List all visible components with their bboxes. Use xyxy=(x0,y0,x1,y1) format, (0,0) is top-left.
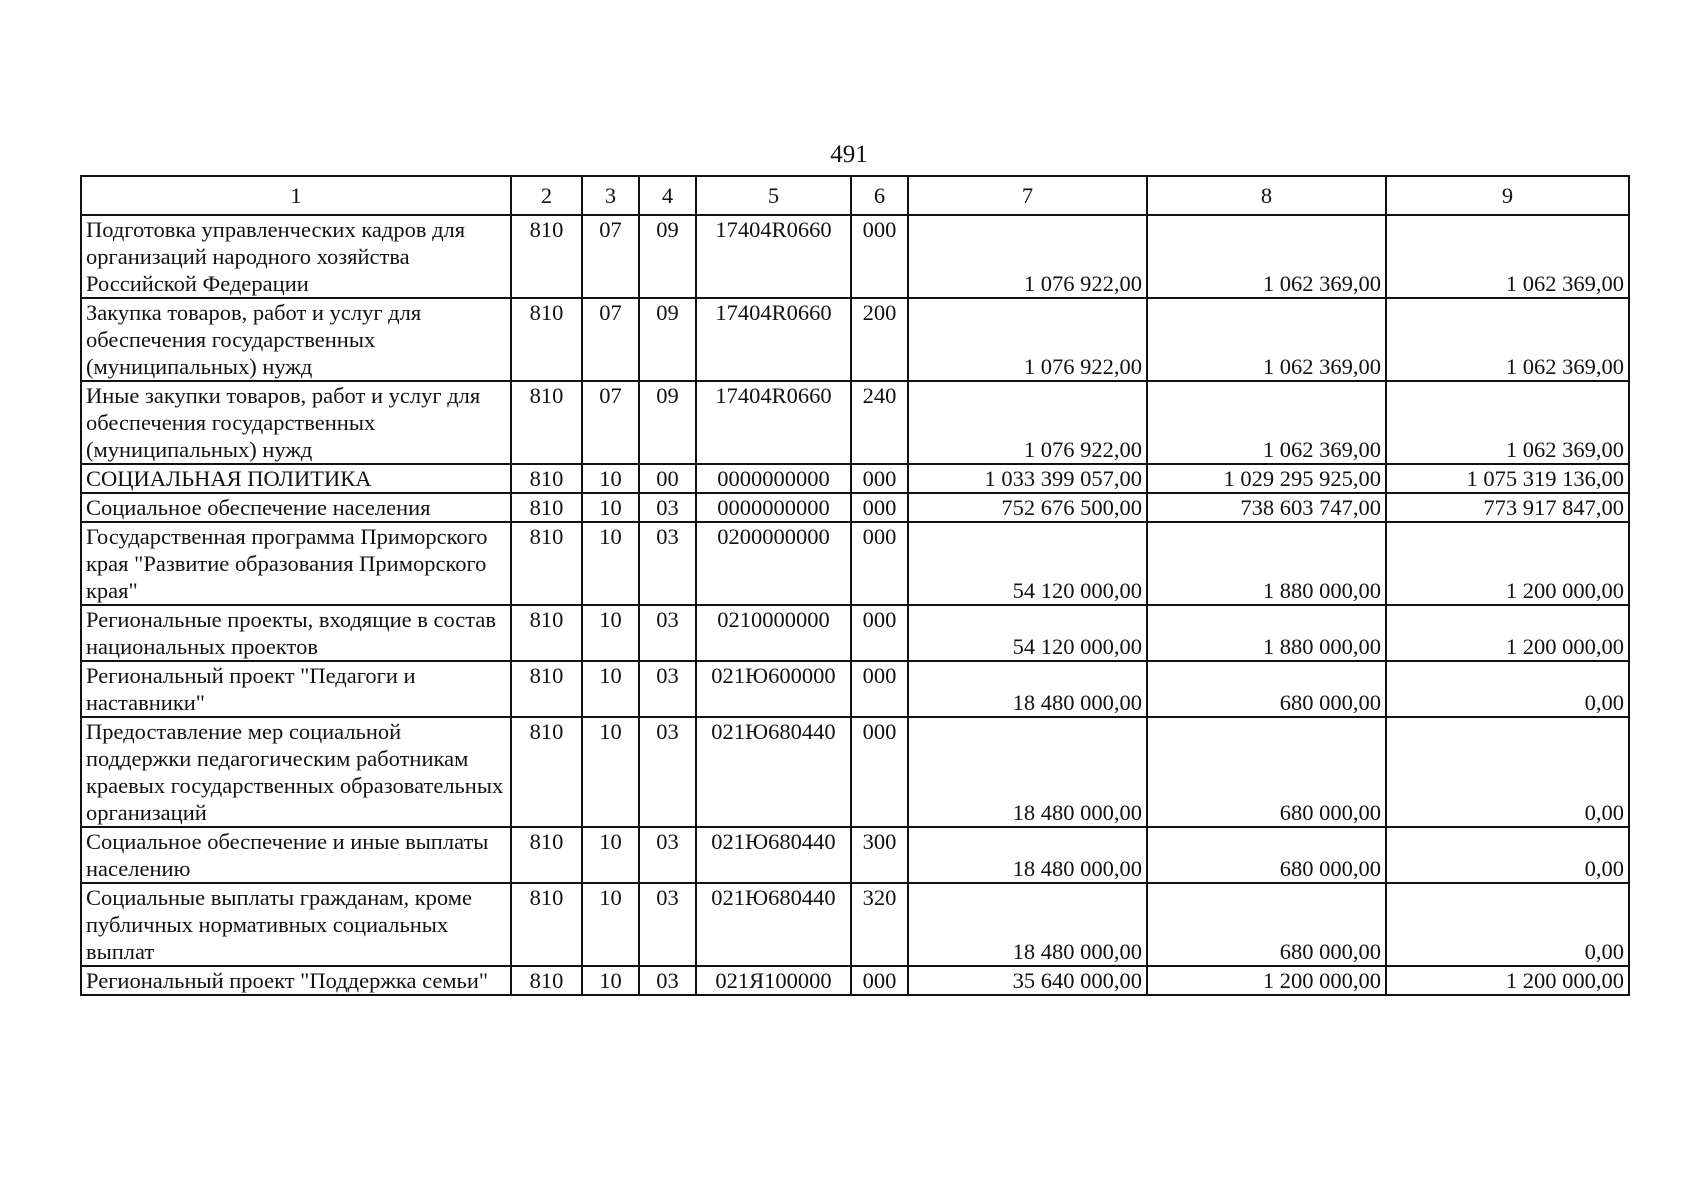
row-name-cell: Социальные выплаты гражданам, кроме публичных нормативных социальных выплат xyxy=(81,883,511,966)
section-code-cell: 10 xyxy=(582,827,639,883)
expense-type-cell: 300 xyxy=(851,827,908,883)
expense-type-cell: 000 xyxy=(851,605,908,661)
amount-cell-col8: 1 062 369,00 xyxy=(1147,381,1386,464)
section-code-cell: 10 xyxy=(582,522,639,605)
amount-cell-col8: 1 200 000,00 xyxy=(1147,966,1386,995)
table-row xyxy=(81,381,1629,464)
expense-type-cell: 320 xyxy=(851,883,908,966)
row-name-cell: Закупка товаров, работ и услуг для обеспечения государственных (муниципальных) нужд xyxy=(81,298,511,381)
column-header: 1 xyxy=(81,176,511,215)
amount-cell-col8: 680 000,00 xyxy=(1147,827,1386,883)
amount-cell-col8: 1 029 295 925,00 xyxy=(1147,464,1386,493)
expense-type-cell: 000 xyxy=(851,493,908,522)
column-header: 9 xyxy=(1386,176,1629,215)
amount-cell-col9: 1 200 000,00 xyxy=(1386,522,1629,605)
amount-cell-col7: 54 120 000,00 xyxy=(908,522,1147,605)
gr-code-cell: 810 xyxy=(511,215,582,298)
target-article-cell: 0000000000 xyxy=(696,464,851,493)
section-code-cell: 10 xyxy=(582,605,639,661)
section-code-cell: 10 xyxy=(582,717,639,827)
gr-code-cell: 810 xyxy=(511,298,582,381)
amount-cell-col9: 0,00 xyxy=(1386,827,1629,883)
gr-code-cell: 810 xyxy=(511,883,582,966)
subsection-code-cell: 03 xyxy=(639,966,696,995)
table-row xyxy=(81,493,1629,522)
gr-code-cell: 810 xyxy=(511,827,582,883)
table-row xyxy=(81,605,1629,661)
row-name-cell: Региональные проекты, входящие в состав национальных проектов xyxy=(81,605,511,661)
gr-code-cell: 810 xyxy=(511,717,582,827)
expense-type-cell: 000 xyxy=(851,464,908,493)
target-article-cell: 0000000000 xyxy=(696,493,851,522)
target-article-cell: 0210000000 xyxy=(696,605,851,661)
table-body xyxy=(81,215,1629,995)
section-code-cell: 10 xyxy=(582,966,639,995)
amount-cell-col9: 1 062 369,00 xyxy=(1386,215,1629,298)
row-name-cell: Региональный проект "Поддержка семьи" xyxy=(81,966,511,995)
expense-type-cell: 000 xyxy=(851,661,908,717)
amount-cell-col8: 680 000,00 xyxy=(1147,883,1386,966)
subsection-code-cell: 03 xyxy=(639,605,696,661)
amount-cell-col9: 1 062 369,00 xyxy=(1386,381,1629,464)
amount-cell-col7: 752 676 500,00 xyxy=(908,493,1147,522)
subsection-code-cell: 09 xyxy=(639,298,696,381)
amount-cell-col7: 1 033 399 057,00 xyxy=(908,464,1147,493)
amount-cell-col7: 1 076 922,00 xyxy=(908,298,1147,381)
target-article-cell: 0200000000 xyxy=(696,522,851,605)
budget-table xyxy=(80,175,1630,996)
target-article-cell: 17404R0660 xyxy=(696,381,851,464)
amount-cell-col7: 18 480 000,00 xyxy=(908,883,1147,966)
amount-cell-col9: 0,00 xyxy=(1386,661,1629,717)
row-name-cell: Иные закупки товаров, работ и услуг для обеспечения государственных (муниципальных) нужд xyxy=(81,381,511,464)
amount-cell-col8: 1 880 000,00 xyxy=(1147,522,1386,605)
subsection-code-cell: 03 xyxy=(639,522,696,605)
column-header: 7 xyxy=(908,176,1147,215)
section-code-cell: 10 xyxy=(582,661,639,717)
section-code-cell: 10 xyxy=(582,464,639,493)
expense-type-cell: 000 xyxy=(851,215,908,298)
subsection-code-cell: 03 xyxy=(639,717,696,827)
amount-cell-col7: 35 640 000,00 xyxy=(908,966,1147,995)
subsection-code-cell: 03 xyxy=(639,883,696,966)
gr-code-cell: 810 xyxy=(511,605,582,661)
column-header: 4 xyxy=(639,176,696,215)
subsection-code-cell: 03 xyxy=(639,493,696,522)
column-header: 6 xyxy=(851,176,908,215)
subsection-code-cell: 00 xyxy=(639,464,696,493)
amount-cell-col8: 1 880 000,00 xyxy=(1147,605,1386,661)
subsection-code-cell: 03 xyxy=(639,661,696,717)
amount-cell-col9: 773 917 847,00 xyxy=(1386,493,1629,522)
amount-cell-col7: 18 480 000,00 xyxy=(908,827,1147,883)
expense-type-cell: 000 xyxy=(851,717,908,827)
target-article-cell: 021Ю680440 xyxy=(696,827,851,883)
row-name-cell: Региональный проект "Педагоги и наставники" xyxy=(81,661,511,717)
amount-cell-col7: 1 076 922,00 xyxy=(908,215,1147,298)
amount-cell-col9: 1 200 000,00 xyxy=(1386,966,1629,995)
target-article-cell: 17404R0660 xyxy=(696,298,851,381)
table-row xyxy=(81,827,1629,883)
amount-cell-col8: 680 000,00 xyxy=(1147,717,1386,827)
gr-code-cell: 810 xyxy=(511,381,582,464)
section-code-cell: 07 xyxy=(582,381,639,464)
amount-cell-col8: 1 062 369,00 xyxy=(1147,215,1386,298)
amount-cell-col9: 0,00 xyxy=(1386,883,1629,966)
amount-cell-col7: 18 480 000,00 xyxy=(908,717,1147,827)
header-row xyxy=(81,176,1629,215)
amount-cell-col7: 54 120 000,00 xyxy=(908,605,1147,661)
table-row xyxy=(81,215,1629,298)
target-article-cell: 021Я100000 xyxy=(696,966,851,995)
section-code-cell: 10 xyxy=(582,883,639,966)
table-row xyxy=(81,298,1629,381)
amount-cell-col7: 1 076 922,00 xyxy=(908,381,1147,464)
table-row xyxy=(81,464,1629,493)
gr-code-cell: 810 xyxy=(511,493,582,522)
target-article-cell: 021Ю600000 xyxy=(696,661,851,717)
row-name-cell: СОЦИАЛЬНАЯ ПОЛИТИКА xyxy=(81,464,511,493)
amount-cell-col8: 1 062 369,00 xyxy=(1147,298,1386,381)
amount-cell-col9: 1 200 000,00 xyxy=(1386,605,1629,661)
table-row xyxy=(81,522,1629,605)
column-header: 3 xyxy=(582,176,639,215)
expense-type-cell: 240 xyxy=(851,381,908,464)
column-header: 5 xyxy=(696,176,851,215)
column-header: 8 xyxy=(1147,176,1386,215)
row-name-cell: Социальное обеспечение и иные выплаты населению xyxy=(81,827,511,883)
page-number: 491 xyxy=(830,141,868,168)
amount-cell-col9: 1 062 369,00 xyxy=(1386,298,1629,381)
table-header xyxy=(81,176,1629,215)
gr-code-cell: 810 xyxy=(511,966,582,995)
amount-cell-col7: 18 480 000,00 xyxy=(908,661,1147,717)
row-name-cell: Подготовка управленческих кадров для организаций народного хозяйства Российской Федерации xyxy=(81,215,511,298)
target-article-cell: 021Ю680440 xyxy=(696,883,851,966)
column-header: 2 xyxy=(511,176,582,215)
row-name-cell: Предоставление мер социальной поддержки педагогическим работникам краевых государственных образовательных организаций xyxy=(81,717,511,827)
amount-cell-col8: 680 000,00 xyxy=(1147,661,1386,717)
subsection-code-cell: 09 xyxy=(639,381,696,464)
section-code-cell: 10 xyxy=(582,493,639,522)
expense-type-cell: 000 xyxy=(851,966,908,995)
expense-type-cell: 200 xyxy=(851,298,908,381)
section-code-cell: 07 xyxy=(582,298,639,381)
row-name-cell: Социальное обеспечение населения xyxy=(81,493,511,522)
expense-type-cell: 000 xyxy=(851,522,908,605)
table-row xyxy=(81,717,1629,827)
amount-cell-col8: 738 603 747,00 xyxy=(1147,493,1386,522)
target-article-cell: 17404R0660 xyxy=(696,215,851,298)
amount-cell-col9: 0,00 xyxy=(1386,717,1629,827)
section-code-cell: 07 xyxy=(582,215,639,298)
amount-cell-col9: 1 075 319 136,00 xyxy=(1386,464,1629,493)
subsection-code-cell: 03 xyxy=(639,827,696,883)
table-row xyxy=(81,966,1629,995)
subsection-code-cell: 09 xyxy=(639,215,696,298)
gr-code-cell: 810 xyxy=(511,522,582,605)
gr-code-cell: 810 xyxy=(511,464,582,493)
gr-code-cell: 810 xyxy=(511,661,582,717)
row-name-cell: Государственная программа Приморского края "Развитие образования Приморского края" xyxy=(81,522,511,605)
table-row xyxy=(81,883,1629,966)
target-article-cell: 021Ю680440 xyxy=(696,717,851,827)
table-row xyxy=(81,661,1629,717)
